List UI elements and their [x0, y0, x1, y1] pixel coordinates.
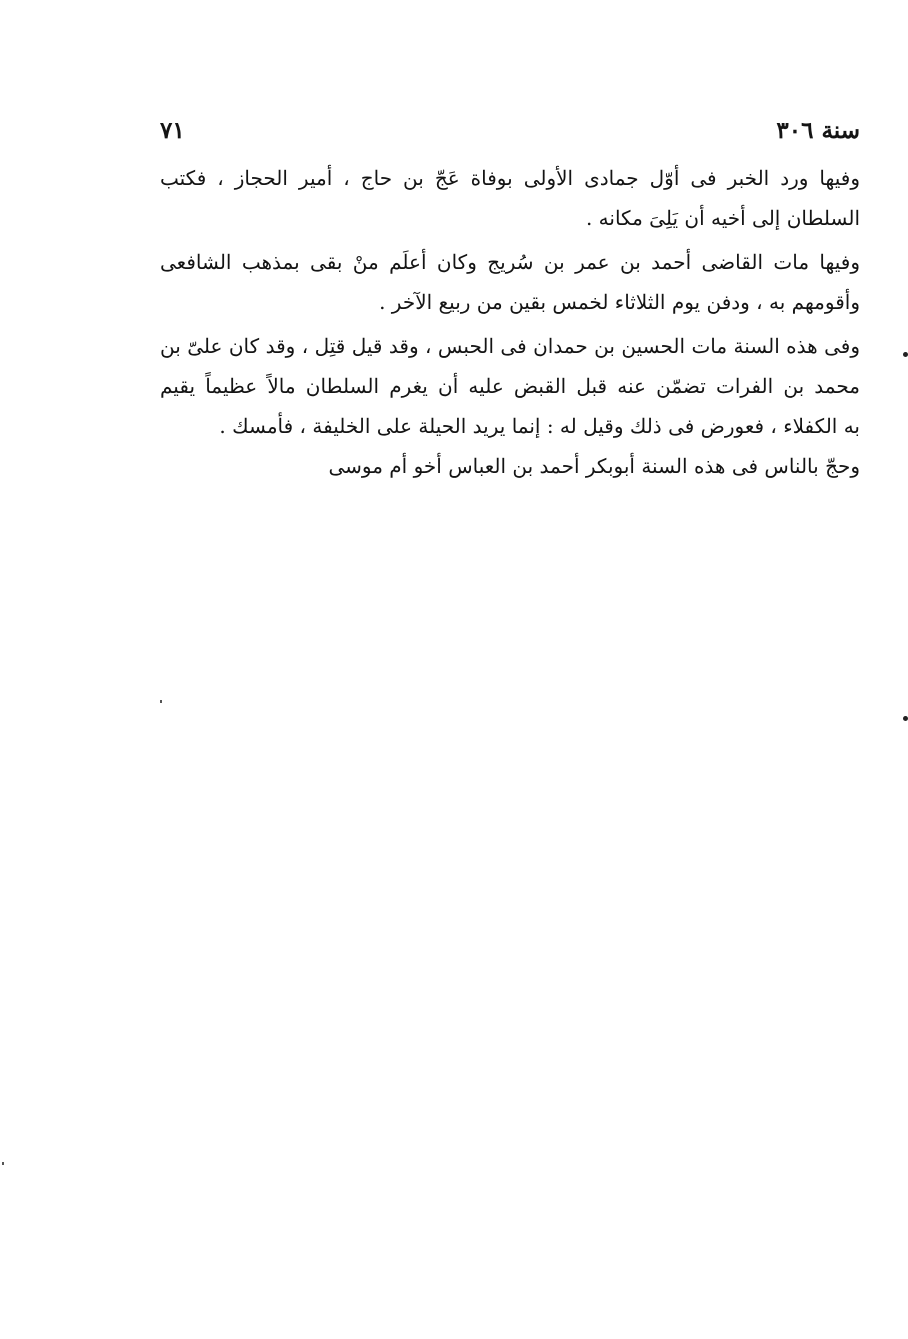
text-line: وفيها مات القاضى أحمد بن عمر بن سُريج وكان أعلَم منْ بقى بمذهب الشافعى [160, 250, 860, 274]
text-line: السلطان إلى أخيه أن يَلِىَ مكانه . [585, 206, 860, 230]
scan-speck [160, 700, 162, 703]
scan-speck [2, 1162, 4, 1165]
paragraph [160, 242, 860, 322]
header-year: سنة ٣٠٦ [776, 117, 860, 144]
page-number: ٧١ [160, 117, 185, 144]
paragraph [160, 158, 860, 238]
text-line: وفى هذه السنة مات الحسين بن حمدان فى الحبس ، وقد قيل قتِل ، وقد كان علىّ بن [160, 334, 860, 358]
text-line: وأقومهم به ، ودفن يوم الثلاثاء لخمس بقين من ربيع الآخر . [379, 290, 860, 314]
margin-mark [903, 352, 908, 357]
paragraph [160, 446, 860, 486]
body-text [160, 158, 860, 486]
text-line: به الكفلاء ، فعورض فى ذلك وقيل له : إنما يريد الحيلة على الخليفة ، فأمسك . [219, 414, 860, 438]
paragraph [160, 326, 860, 446]
text-line: محمد بن الفرات تضمّن عنه قبل القبض عليه أن يغرم السلطان مالاً عظيماً يقيم [160, 374, 860, 398]
margin-mark [903, 716, 908, 721]
text-line: وحجّ بالناس فى هذه السنة أبوبكر أحمد بن العباس أخو أم موسى [328, 454, 860, 478]
running-header [160, 114, 860, 148]
text-line: وفيها ورد الخبر فى أوّل جمادى الأولى بوفاة عَجّ بن حاج ، أمير الحجاز ، فكتب [160, 166, 860, 190]
